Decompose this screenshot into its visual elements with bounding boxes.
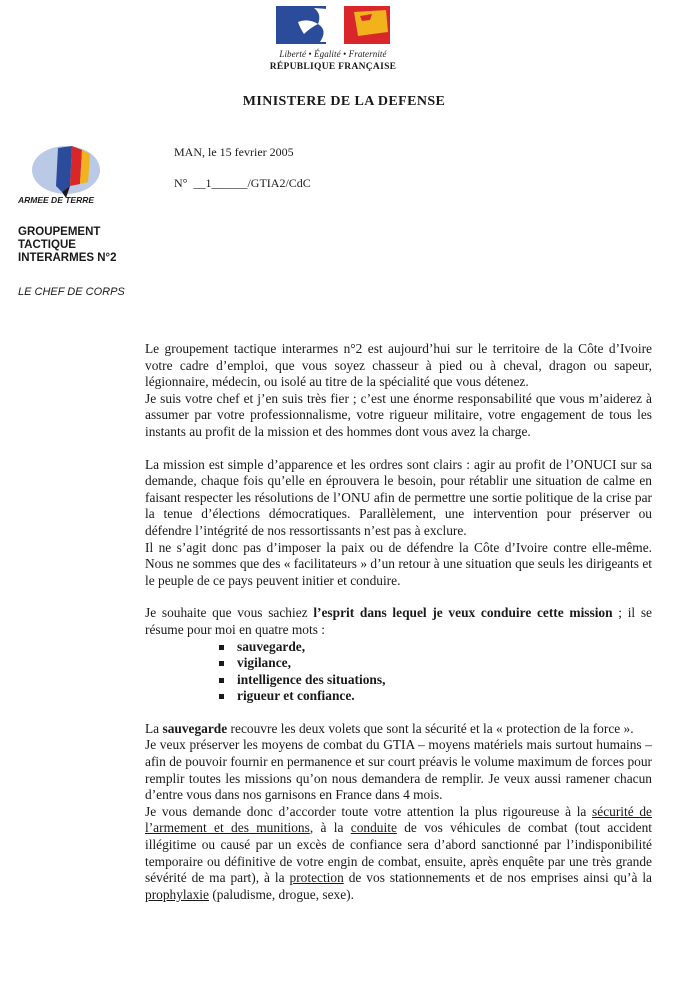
reference-number — [174, 176, 311, 191]
paragraph-6 — [145, 721, 652, 738]
p6-text-a: La — [145, 720, 163, 736]
keyword-list — [145, 639, 652, 705]
republique-francaise-logo — [268, 4, 398, 72]
keyword-item: rigueur et confiance. — [219, 688, 652, 705]
p8-text-g: de vos stationnements et de nos emprises ainsi qu’à la — [343, 870, 652, 886]
keyword-item: vigilance, — [219, 655, 652, 672]
p8-text-i: (paludisme, drogue, sexe). — [208, 886, 354, 902]
republic-name: RÉPUBLIQUE FRANÇAISE — [269, 62, 397, 72]
p8-text-a: Je vous demande donc d’accorder toute votre attention la plus rigoureuse à la — [145, 803, 593, 819]
p6-text-c: recouvre les deux volets que sont la sécurité et la « protection de la force ». — [227, 720, 634, 736]
armee-de-terre-label: ARMEE DE TERRE — [18, 195, 95, 205]
keyword-item: intelligence des situations, — [219, 672, 652, 689]
p8-text-c: , à la — [309, 820, 351, 836]
unit-line-1: GROUPEMENT — [18, 226, 101, 238]
ref-prefix: N° — [174, 176, 188, 190]
ref-number: 1 — [205, 176, 212, 190]
p8-text-e: de vos véhicules de combat (tout accident illégitime ou causé par un excès de confiance sera d’abord sanctionné par l’indisponibilité temporaire ou définitive de votre engin de combat, ensuite, après enquête par une très grande sévérité de ma part), à la — [145, 820, 652, 886]
paragraph-8 — [145, 804, 652, 904]
p5-text-a: Je souhaite que vous sachiez — [145, 605, 314, 621]
unit-line-2: TACTIQUE — [18, 239, 76, 251]
p6-emphasis: sauvegarde — [162, 720, 228, 736]
ministry-heading: MINISTERE DE LA DEFENSE — [242, 94, 446, 109]
p8-underline-prophylaxie: prophylaxie — [145, 886, 209, 902]
paragraph-5 — [145, 605, 652, 638]
place-and-date: MAN, le 15 fevrier 2005 — [174, 145, 294, 159]
p5-text-c: ; il se résume pour moi en quatre mots : — [145, 605, 652, 637]
p8-underline-protection: protection — [289, 870, 344, 886]
republic-motto: Liberté • Égalité • Fraternité — [279, 49, 387, 59]
marianne-flag-icon — [274, 4, 392, 48]
p8-underline-security: sécurité de l’armement et des munitions — [145, 803, 652, 836]
paragraph-2: Je suis votre chef et j’en suis très fier ; c’est une énorme responsabilité que vous m’aiderez à assumer par votre professionnalisme, votre rigueur militaire, votre engagement de tous les instants au profit de la mission et des hommes dont vous avez la charge. — [145, 390, 652, 439]
p8-underline-conduite: conduite — [350, 820, 397, 836]
letter-body — [145, 341, 652, 903]
unit-line-3: INTERARMES N°2 — [18, 252, 117, 264]
sender-role: LE CHEF DE CORPS — [18, 286, 125, 298]
ref-blank-2: ______ — [211, 176, 248, 190]
paragraph-1: Le groupement tactique interarmes n°2 est aujourd’hui sur le territoire de la Côte d’Ivoire votre cadre d’emploi, que vous soyez chasseur à pied ou à cheval, dragon ou sapeur, légionnaire, médecin, ou isolé au titre de la spécialité que vous détenez. — [145, 341, 652, 390]
keyword-item: sauvegarde, — [219, 639, 652, 656]
p5-emphasis: l’esprit dans lequel je veux conduire cette mission — [313, 605, 613, 621]
unit-name — [18, 226, 117, 265]
ref-blank: __ — [190, 176, 206, 190]
armee-de-terre-logo-icon — [16, 140, 122, 200]
paragraph-3: La mission est simple d’apparence et les ordres sont clairs : agir au profit de l’ONUCI sur sa demande, chaque fois qu’elle en éprouvera le besoin, pour rétablir une situation de calme en faisant respecter les résolutions de l’ONU afin de permettre une sortie politique de la crise par la tenue d’élections démocratiques. Parallèlement, une intervention pour préserver ou défendre l’intégrité de nos ressortissants n’est pas à exclure. — [145, 456, 652, 538]
paragraph-7: Je veux préserver les moyens de combat du GTIA – moyens matériels mais surtout humains – afin de pouvoir fournir en permanence et sur court préavis le volume maximum de forces pour remplir toutes les missions qu’on nous demandera de remplir. Je veux aussi ramener chacun d’entre vous dans nos garnisons en France dans 4 mois. — [145, 737, 652, 803]
ref-suffix: /GTIA2/CdC — [247, 176, 311, 190]
paragraph-4: Il ne s’agit donc pas d’imposer la paix ou de défendre la Côte d’Ivoire contre elle-même. Nous ne sommes que des « facilitateurs » d’un retour à une situation que seuls les dirigeants et le peuple de ce pays peuvent initier et conduire. — [145, 539, 652, 588]
